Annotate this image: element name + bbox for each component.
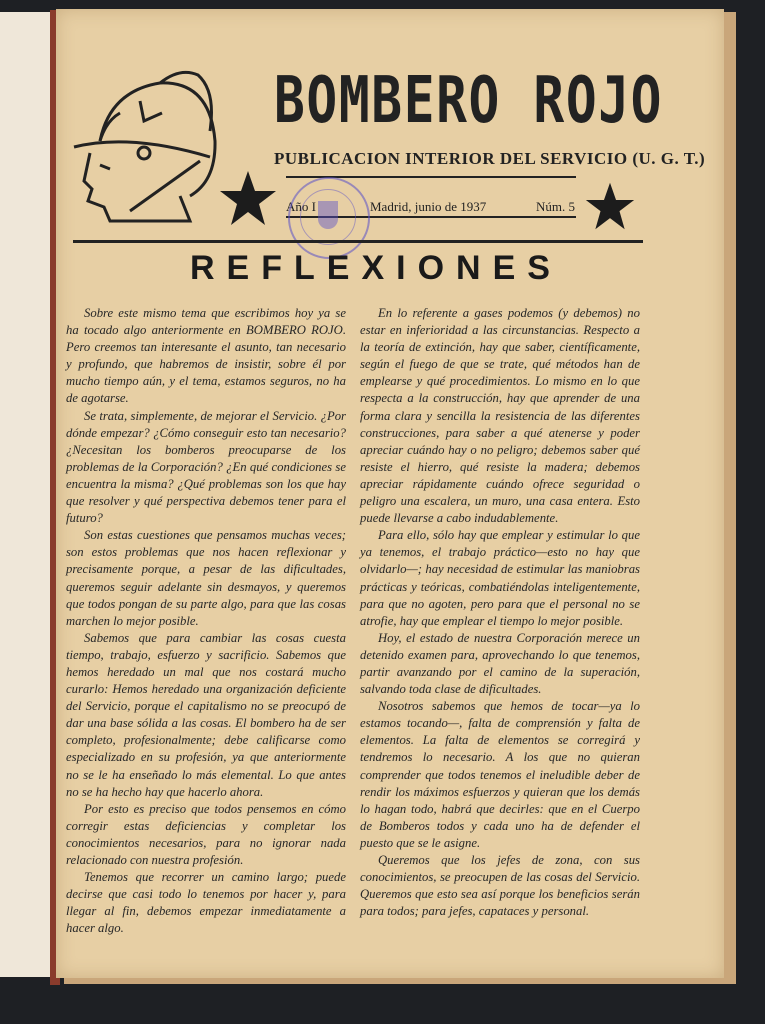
article-paragraph: Son estas cuestiones que pensamos muchas veces; son estos problemas que nos hacen reflexionar y precisamente porque, a pesar de las dificultades, queremos seguir adelante sin desmayos, y queremos que todos pongan de su parte algo, para que las cosas marchen lo mejor posible. [66, 528, 346, 628]
masthead-subtitle: PUBLICACION INTERIOR DEL SERVICIO (U. G. T.) [274, 149, 706, 168]
article-paragraph: Por esto es preciso que todos pensemos en cómo corregir estas deficiencias y completar los conocimientos necesarios, para no ignorar nada relacionado con nuestra profesión. [66, 801, 346, 867]
article-left-column [66, 305, 346, 937]
article-paragraph: Hoy, el estado de nuestra Corporación merece un detenido examen para, aprovechando lo que tenemos, partir avanzando por el camino de la superación, salvando toda clase de dificultades. [360, 630, 640, 697]
article-paragraph: Sobre este mismo tema que escribimos hoy ya se ha tocado algo anteriormente en BOMBERO ROJO. Pero creemos tan interesante el asunto, tan necesario y profundo, que habremos de insistir, sobre él por mucho tiempo aún, y el tema, estamos seguros, no ha de agotarse. [66, 306, 346, 406]
newspaper-page [56, 9, 724, 978]
article-right-column [360, 305, 640, 920]
previous-page-edge [0, 12, 55, 977]
issue-place-date: Madrid, junio de 1937 [370, 199, 487, 214]
issue-number: Núm. 5 [536, 199, 575, 214]
article-paragraph: Se trata, simplemente, de mejorar el Servicio. ¿Por dónde empezar? ¿Cómo conseguir esto tan necesario? ¿Necesitan los bomberos preocuparse de los problemas de la Corporación? ¿En qué condiciones se encuentra la misma? ¿Qué problemas son los que hay que resolver y qué perspectiva debemos tener para el futuro? [66, 408, 346, 526]
firefighter-helmet-emblem [70, 61, 220, 231]
article-paragraph: Queremos que los jefes de zona, con sus conocimientos, se preocupen de las cosas del Servicio. Queremos que esto sea así porque los beneficios serán para todos; para jefes, capataces y personal. [360, 853, 640, 919]
article-paragraph: Nosotros sabemos que hemos de tocar—ya lo estamos tocando—, falta de comprensión y falta de elementos. La falta de elementos se corregirá y tendremos lo necesario. A los que no quieran comprender que todos tenemos el ineludible deber de rendir los máximos esfuerzos y quieran que los demás lo hagan todo, habrá que decirles: que en el Cuerpo de Bomberos todos y cada uno ha de defender el puesto que se le asigne. [360, 699, 640, 850]
stamp-crest [318, 201, 338, 229]
issue-year: Año I [286, 199, 316, 214]
article-paragraph: Sabemos que para cambiar las cosas cuesta tiempo, trabajo, esfuerzo y sacrificio. Sabemos que hemos heredado un mal que nos costará mucho curarlo: Hemos heredado una organización deficiente del Servicio, porque el capitalismo no se preocupó de dar una base sólida a las cosas. El bombero ha de ser completo, profesionalmente; debe calificarse como especializado en su profesión, ya que anteriormente no se le ha enseñado lo más elemental. Lo que antes no se ha hecho hay que hacerlo ahora. [66, 630, 346, 799]
article-title: REFLEXIONES [190, 249, 562, 287]
article-paragraph: En lo referente a gases podemos (y debemos) no estar en inferioridad a las circunstancias. Respecto a la teoría de extinción, hay que saber, científicamente, según el fuego de que se trate, qué métodos han de emplearse y qué procedimientos. Lo mismo en lo que respecta a la construcción, hay que aprender de una forma clara y sencilla la resistencia de las diferentes construcciones, para saber a qué atenerse y poder apreciar cuándo hay o no peligro; debemos saber qué resiste el hierro, qué resiste la madera; debemos apreciar rápidamente cuándo ofrece seguridad o peligro una escalera, un muro, una casa entera. Esto puede llevarse a cabo indudablemente. [360, 306, 640, 526]
masthead-bottom-rule [73, 240, 643, 243]
article-paragraph: Para ello, sólo hay que emplear y estimular lo que ya tenemos, el trabajo práctico—esto no hay que olvidarlo—; hay necesidad de estimular las maniobras prácticas y teóricas, combatiéndolas inteligentemente, para que no agoten, pero para que el personal no se atrofie, hay que emplear el tiempo lo mejor posible. [360, 528, 640, 628]
left-star-icon [218, 169, 278, 227]
right-star-icon [584, 181, 636, 231]
masthead-title: BOMBERO ROJO [274, 64, 664, 138]
library-stamp [288, 177, 370, 259]
article-paragraph: Tenemos que recorrer un camino largo; puede decirse que casi todo lo tenemos por hacer y, para llegar al fin, debemos empezar inmediatamente a hacer algo. [66, 870, 346, 936]
